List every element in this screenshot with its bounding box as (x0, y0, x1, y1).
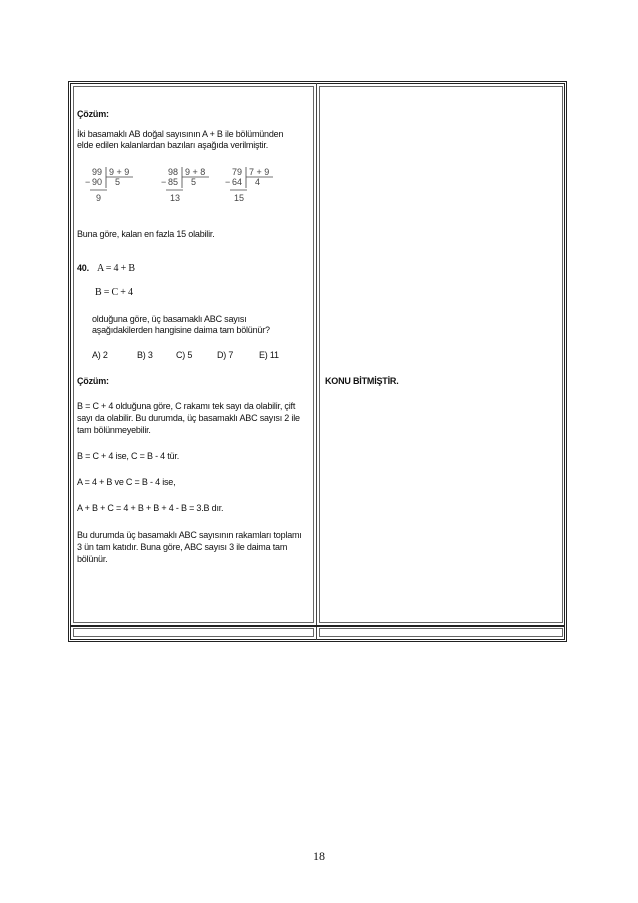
remainder: 15 (234, 193, 245, 203)
product: 64 (232, 177, 243, 187)
divisor: 9 + 8 (185, 167, 206, 177)
divisor: 9 + 9 (109, 167, 130, 177)
option-c: C) 5 (176, 350, 193, 360)
solution-text: tam bölünmeyebilir. (77, 425, 151, 435)
conclusion: Buna göre, kalan en fazla 15 olabilir. (77, 229, 215, 239)
final-text: 3 ün tam katıdır. Buna göre, ABC sayısı 3 ile daima tam (77, 542, 288, 552)
division-examples (85, 166, 285, 208)
quotient: 5 (115, 177, 121, 187)
final-text: bölünür. (77, 554, 108, 564)
row-divider (70, 625, 565, 627)
question-text: aşağıdakilerden hangisine daima tam bölünür? (92, 325, 270, 335)
division-1 (85, 167, 133, 203)
quotient: 5 (191, 177, 197, 187)
solution-label: Çözüm: (77, 109, 109, 119)
question-equation: A = 4 + B (97, 263, 135, 274)
option-e: E) 11 (259, 350, 279, 360)
solution-label: Çözüm: (77, 376, 109, 386)
end-of-topic-text: KONU BİTMİŞTİR. (325, 376, 399, 386)
dividend: 98 (168, 167, 179, 177)
quotient: 4 (255, 177, 261, 187)
page-number: 18 (313, 849, 325, 863)
right-cell (319, 86, 563, 623)
option-d: D) 7 (217, 350, 234, 360)
product: 90 (92, 177, 103, 187)
product: 85 (168, 177, 179, 187)
dividend: 79 (232, 167, 243, 177)
solution-equation: A = 4 + B ve C = B - 4 ise, (77, 477, 176, 487)
division-3 (225, 167, 273, 203)
dividend: 99 (92, 167, 103, 177)
question-text: olduğuna göre, üç basamaklı ABC sayısı (92, 314, 247, 324)
option-b: B) 3 (137, 350, 153, 360)
minus-sign: − (161, 177, 167, 187)
left-bottom-cell (73, 628, 314, 637)
remainder: 13 (170, 193, 181, 203)
column-divider (316, 83, 317, 640)
question-equation: B = C + 4 (95, 287, 133, 298)
final-text: Bu durumda üç basamaklı ABC sayısının rakamları toplamı (77, 530, 302, 540)
intro-line: İki basamaklı AB doğal sayısının A + B ile bölümünden (77, 129, 284, 139)
remainder: 9 (96, 193, 102, 203)
solution-text: sayı da olabilir. Bu durumda, üç basamaklı ABC sayısı 2 ile (77, 413, 300, 423)
solution-text: B = C + 4 olduğuna göre, C rakamı tek sayı da olabilir, çift (77, 401, 296, 411)
divisor: 7 + 9 (249, 167, 270, 177)
solution-equation: B = C + 4 ise, C = B - 4 tür. (77, 451, 179, 461)
minus-sign: − (225, 177, 231, 187)
right-bottom-cell (319, 628, 563, 637)
question-number: 40. (77, 263, 89, 273)
intro-line: elde edilen kalanlardan bazıları aşağıda verilmiştir. (77, 140, 269, 150)
minus-sign: − (85, 177, 91, 187)
division-2 (161, 167, 209, 203)
solution-equation: A + B + C = 4 + B + B + 4 - B = 3.B dır. (77, 503, 224, 513)
option-a: A) 2 (92, 350, 108, 360)
